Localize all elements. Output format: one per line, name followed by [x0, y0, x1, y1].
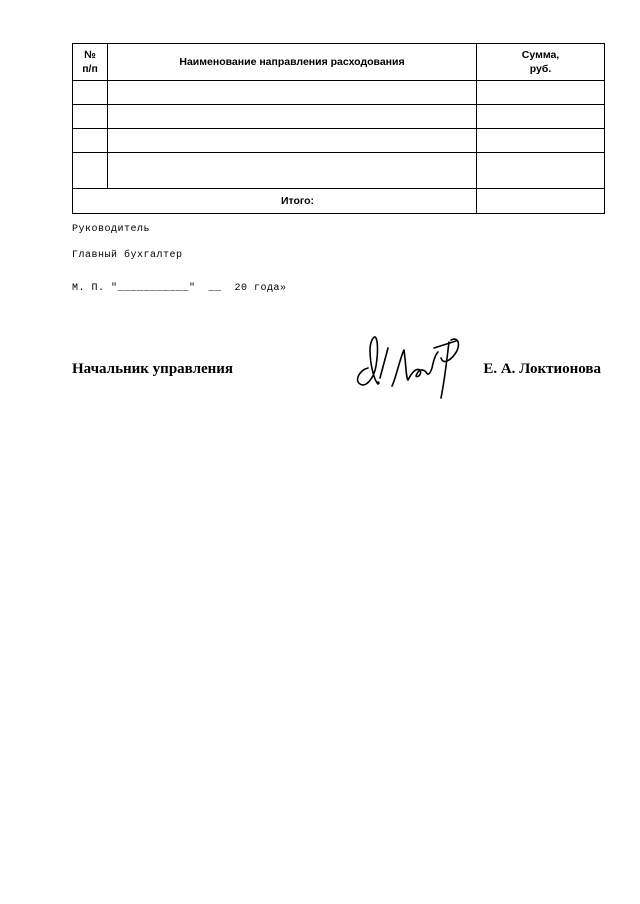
table-cell [477, 81, 605, 105]
accountant-signature-label: Главный бухгалтер [72, 250, 183, 261]
header-number [73, 44, 108, 81]
table-cell [108, 153, 477, 189]
table-cell [73, 81, 108, 105]
signer-position: Начальник управления [72, 361, 234, 377]
table-row [73, 105, 605, 129]
table-cell [73, 153, 108, 189]
signature-stroke [380, 348, 388, 378]
signature-stroke [392, 350, 438, 386]
table-row [73, 129, 605, 153]
total-label: Итого: [73, 189, 477, 214]
table-cell [108, 105, 477, 129]
table-cell [108, 81, 477, 105]
signature [350, 326, 470, 406]
header-sum [477, 44, 605, 81]
table-row [73, 153, 605, 189]
table-cell [73, 129, 108, 153]
header-name-text: Наименование направления расходования [179, 56, 405, 68]
table-total-row [73, 189, 605, 214]
table-cell [108, 129, 477, 153]
header-number-line1: № [84, 49, 96, 61]
header-number-line2: п/п [82, 63, 98, 75]
table-row [73, 81, 605, 105]
head-signature-label: Руководитель [72, 224, 151, 235]
table-cell [477, 129, 605, 153]
signature-stroke [441, 342, 449, 398]
signer-name: Е. А. Локтионова [483, 361, 601, 377]
signature-stroke [358, 337, 378, 385]
total-value [477, 189, 605, 214]
header-sum-line1: Сумма, [521, 49, 560, 61]
expenses-table [72, 43, 605, 214]
header-sum-line2: руб. [529, 63, 552, 75]
table-header-row [73, 44, 605, 81]
table-cell [73, 105, 108, 129]
signature-stroke [434, 341, 456, 348]
stamp-date-line: М. П. "___________" __ 20 года» [72, 283, 287, 294]
table-cell [477, 153, 605, 189]
signature-stroke [378, 382, 379, 383]
table-cell [477, 105, 605, 129]
header-name [108, 44, 477, 81]
